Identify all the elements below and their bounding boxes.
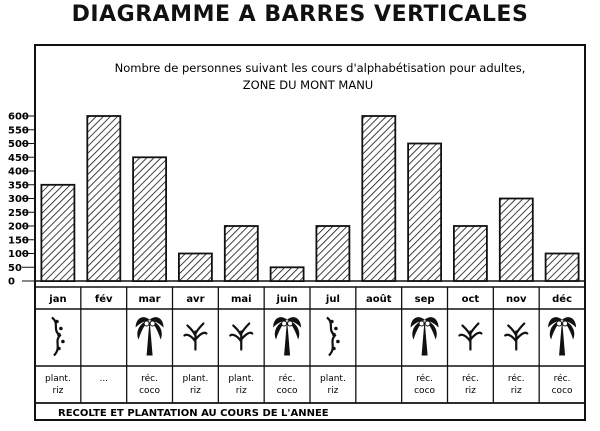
rice-plant-icon bbox=[327, 318, 340, 356]
month-label-août: août bbox=[365, 294, 392, 305]
activity-line-2: riz bbox=[189, 386, 201, 396]
bar-sep bbox=[408, 144, 441, 282]
y-tick-label: 300 bbox=[8, 194, 29, 205]
activity-line-2: riz bbox=[464, 386, 476, 396]
activity-line-2: riz bbox=[327, 386, 339, 396]
bar-mar bbox=[133, 157, 166, 281]
bar-jul bbox=[316, 226, 349, 281]
month-label-jan: jan bbox=[49, 294, 67, 305]
bar-août bbox=[362, 116, 395, 281]
y-tick-label: 400 bbox=[8, 166, 29, 178]
bar-avr bbox=[179, 254, 212, 282]
month-label-déc: déc bbox=[552, 294, 573, 305]
y-tick-label: 0 bbox=[8, 276, 15, 288]
rice-seedling-icon bbox=[184, 324, 206, 350]
bar-oct bbox=[454, 226, 487, 281]
chart-subtitle: ZONE DU MONT MANU bbox=[242, 78, 374, 92]
harvest-calendar bbox=[35, 287, 585, 403]
coconut-palm-icon bbox=[136, 317, 164, 355]
activity-line-1: réc. bbox=[507, 374, 525, 384]
activity-line-1: ... bbox=[99, 374, 109, 384]
activity-line-1: réc. bbox=[141, 374, 159, 384]
bar-mai bbox=[225, 226, 258, 281]
y-tick-label: 50 bbox=[8, 262, 22, 274]
month-label-juin: juin bbox=[276, 294, 298, 305]
activity-line-2: riz bbox=[510, 386, 522, 396]
bar-déc bbox=[546, 254, 579, 282]
rice-plant-icon bbox=[52, 318, 65, 356]
y-tick-label: 250 bbox=[8, 207, 29, 219]
month-label-fév: fév bbox=[94, 294, 113, 305]
bars bbox=[41, 116, 578, 281]
activity-line-2: riz bbox=[52, 386, 64, 396]
y-tick-label: 100 bbox=[8, 249, 29, 260]
bar-fév bbox=[87, 116, 120, 281]
month-label-sep: sep bbox=[414, 294, 435, 305]
activity-line-2: riz bbox=[235, 386, 247, 396]
y-tick-label: 450 bbox=[8, 152, 29, 164]
bar-jan bbox=[41, 185, 74, 281]
rice-seedling-icon bbox=[505, 324, 527, 350]
chart-title: Nombre de personnes suivant les cours d'alphabétisation pour adultes, bbox=[114, 61, 526, 75]
activity-line-1: plant. bbox=[320, 374, 346, 384]
month-label-jul: jul bbox=[325, 294, 340, 305]
activity-line-1: plant. bbox=[45, 374, 71, 384]
coconut-palm-icon bbox=[548, 317, 576, 355]
activity-line-1: plant. bbox=[228, 374, 255, 384]
activity-line-2: coco bbox=[139, 386, 161, 396]
activity-line-1: réc. bbox=[278, 374, 296, 384]
activity-line-1: réc. bbox=[553, 374, 571, 384]
month-label-mar: mar bbox=[138, 294, 161, 305]
month-label-oct: oct bbox=[461, 294, 480, 305]
y-tick-label: 200 bbox=[8, 221, 29, 233]
month-label-mai: mai bbox=[230, 294, 252, 305]
month-label-avr: avr bbox=[186, 294, 205, 305]
bar-nov bbox=[500, 199, 533, 282]
y-tick-label: 550 bbox=[8, 125, 29, 137]
activity-line-1: réc. bbox=[461, 374, 479, 384]
y-tick-label: 350 bbox=[8, 180, 29, 192]
activity-line-1: réc. bbox=[416, 374, 434, 384]
y-tick-label: 600 bbox=[8, 111, 29, 123]
month-label-nov: nov bbox=[505, 294, 527, 305]
y-tick-label: 150 bbox=[8, 235, 29, 247]
bar-juin bbox=[271, 267, 304, 281]
activity-line-2: coco bbox=[276, 386, 298, 396]
coconut-palm-icon bbox=[273, 317, 301, 355]
y-tick-label: 500 bbox=[8, 139, 29, 150]
activity-line-1: plant. bbox=[182, 374, 209, 384]
activity-line-2: coco bbox=[551, 386, 573, 396]
rice-seedling-icon bbox=[230, 324, 252, 350]
page-title: DIAGRAMME A BARRES VERTICALES bbox=[71, 2, 529, 27]
coconut-palm-icon bbox=[411, 317, 439, 355]
footer-label: RECOLTE ET PLANTATION AU COURS DE L'ANNEE bbox=[58, 408, 329, 419]
rice-seedling-icon bbox=[459, 324, 481, 350]
activity-line-2: coco bbox=[414, 386, 436, 396]
